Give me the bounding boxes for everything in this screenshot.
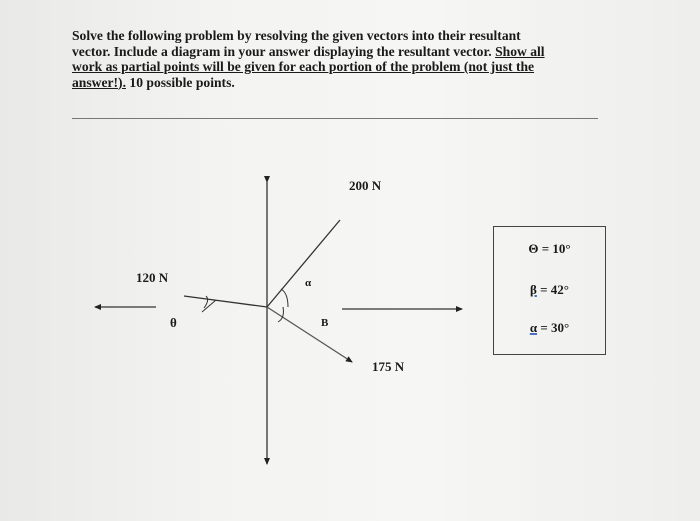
problem-line-4-underlined: answer!). [72, 74, 126, 90]
label-alpha: α [305, 277, 312, 289]
vector-200n [267, 220, 340, 307]
legend-beta [494, 282, 605, 298]
label-200n: 200 N [349, 178, 382, 193]
problem-line-4-text: 10 possible points. [129, 74, 235, 90]
alpha-arc [281, 289, 288, 307]
problem-line-1: Solve the following problem by resolving the given vectors into their resultant [72, 28, 521, 43]
legend-alpha-value: = 30° [540, 320, 570, 335]
problem-line-2-text: vector. Include a diagram in your answer displaying the resultant vector. [72, 43, 492, 59]
angle-legend [493, 226, 606, 355]
legend-theta-value: = 10° [541, 241, 571, 256]
label-beta: B [321, 317, 329, 329]
vector-175n [267, 307, 352, 362]
legend-alpha [494, 320, 605, 336]
legend-theta-symbol: Θ [528, 241, 539, 256]
problem-line-3: work as partial points will be given for each portion of the problem (not just the [72, 59, 535, 74]
problem-line-2-underlined: Show all [495, 43, 545, 59]
label-175n: 175 N [372, 359, 405, 374]
legend-alpha-symbol: α [529, 320, 538, 335]
legend-theta [494, 241, 605, 257]
legend-beta-value: = 42° [540, 282, 569, 297]
theta-ray [184, 296, 267, 307]
legend-beta-symbol: β [530, 282, 537, 297]
label-120n: 120 N [136, 270, 169, 285]
label-theta: θ [170, 315, 177, 330]
